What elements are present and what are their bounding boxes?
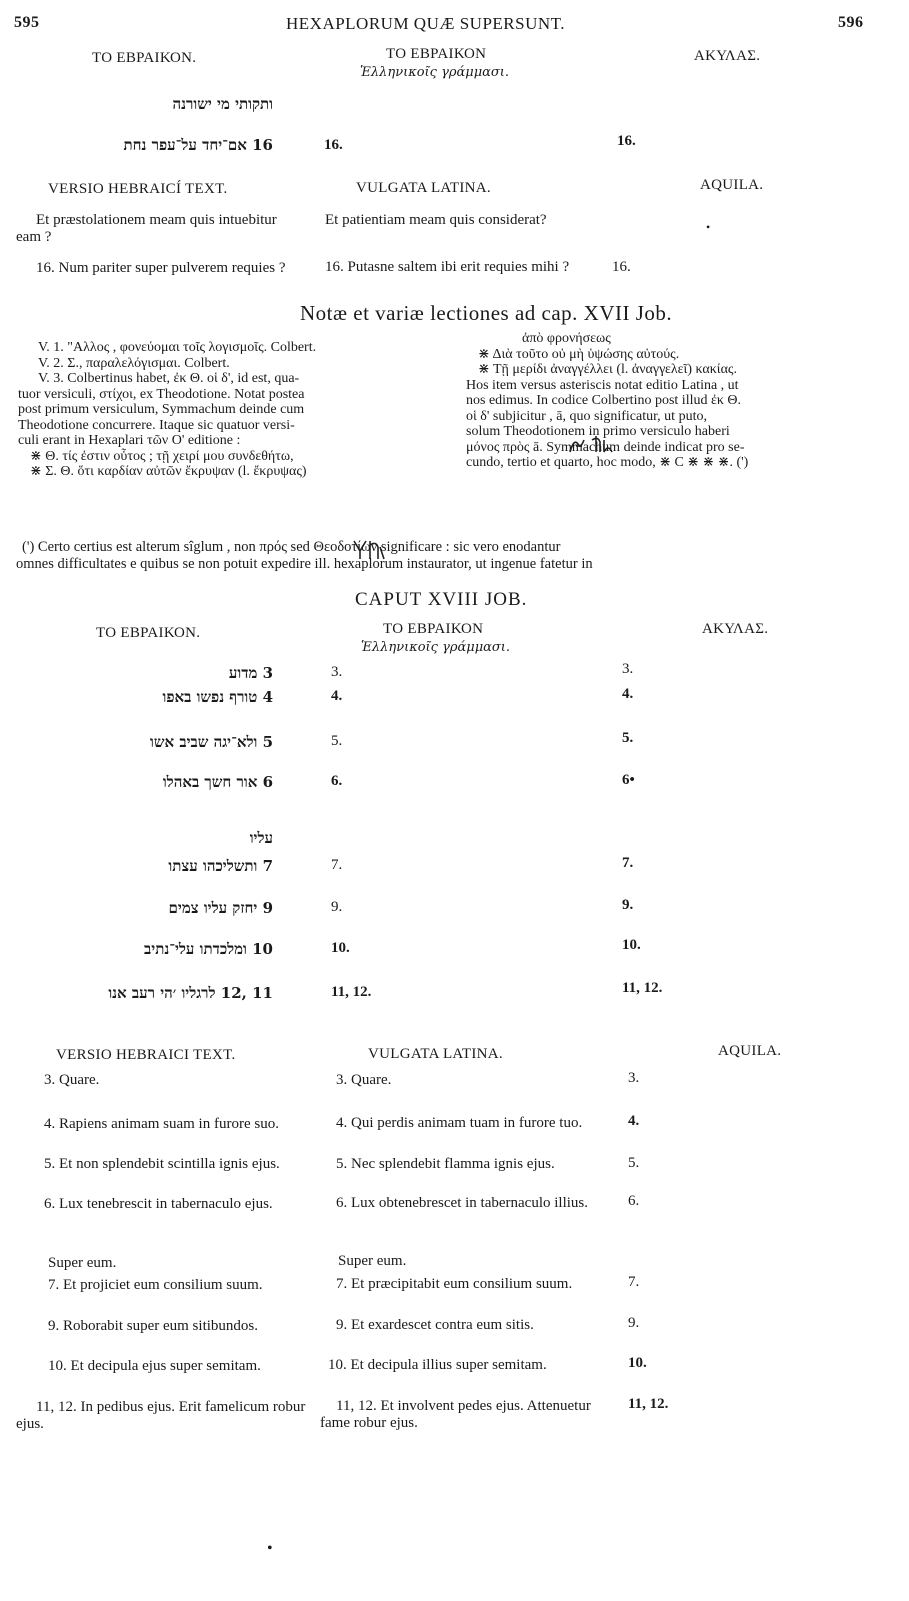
versio2-right-7: 7.: [628, 1274, 640, 1290]
versio2-header-mid: VULGATA LATINA.: [368, 1046, 503, 1062]
dot-mark: •: [706, 220, 711, 234]
caput-mid-3: 3.: [331, 664, 343, 680]
versio2-header-right: AQUILA.: [718, 1043, 782, 1059]
caput-mid-4: 4.: [331, 688, 343, 704]
versio2-mid-10: 10. Et decipula illius super semitam.: [328, 1357, 547, 1373]
siglum-glyph-1: [568, 434, 620, 456]
col-header-hebrew: ΤΟ ΕΒΡΑΙΚΟΝ.: [92, 50, 197, 66]
chapter-title: CAPUT XVIII JOB.: [355, 589, 528, 610]
versio2-mid-7: 7. Et præcipitabit eum consilium suum.: [336, 1276, 573, 1292]
note-line: V. 1. "Αλλος , φονεύομαι τοῖς λογισμοῖς. Colbert.: [38, 340, 317, 355]
verse-number-right: 16.: [617, 133, 636, 149]
note-line: tuor versiculi, στίχοι, ex Theodotione. Notat postea: [18, 386, 305, 402]
note-line: ⋇ Σ. Θ. ὅτι καρδίαν αὐτῶν ἔκρυψαν (l. ἔκρυψας): [30, 464, 307, 479]
caput-mid-6: 6.: [331, 773, 343, 789]
page-title: HEXAPLORUM QUÆ SUPERSUNT.: [286, 14, 566, 33]
versio2-left-10: 10. Et decipula ejus super semitam.: [48, 1358, 261, 1374]
caput-right-4: 4.: [622, 686, 634, 702]
caput-hebrew-4: 4 טורף נפשו באפו: [162, 688, 273, 706]
versio-header-mid: VULGATA LATINA.: [356, 180, 491, 196]
footer-dot: •: [267, 1540, 273, 1557]
caput-hebrew-5: 5 ולא־יגה שביב אשו: [150, 733, 273, 751]
versio2-right-6: 6.: [628, 1193, 640, 1209]
versio2-mid-super: Super eum.: [338, 1253, 407, 1269]
versio-right-2: 16.: [612, 259, 631, 275]
hebrew-line-b: 16 אם־יחד על־עפר נחת: [123, 136, 273, 154]
caput-col-hebrew: ΤΟ ΕΒΡΑΙΚΟΝ.: [96, 625, 201, 641]
col-header-greek-title: ΤΟ ΕΒΡΑΙΚΟΝ: [386, 46, 487, 62]
caput-col-greek-title: ΤΟ ΕΒΡΑΙΚΟΝ: [383, 621, 484, 637]
page-number-right: 596: [838, 14, 864, 31]
versio2-right-10: 10.: [628, 1355, 647, 1371]
footnote-line-1: (') Certo certius est alterum sîglum , non πρός sed Θεοδοτίων significare : sic vero enodantur: [22, 539, 561, 555]
page-number-left: 595: [14, 14, 40, 31]
note-line: Theodotione concurrere. Itaque sic quatuor versi-: [18, 417, 295, 433]
versio2-mid-4: 4. Qui perdis animam tuam in furore tuo.: [336, 1115, 583, 1131]
notes-left-column: [18, 340, 317, 480]
caput-mid-10: 10.: [331, 940, 350, 956]
versio2-mid-5: 5. Nec splendebit flamma ignis ejus.: [336, 1156, 555, 1172]
note-line: solum Theodotionem in primo versiculo haberi: [466, 424, 730, 439]
versio2-left-7: 7. Et projiciet eum consilium suum.: [48, 1277, 263, 1293]
notes-title: Notæ et variæ lectiones ad cap. XVII Job.: [300, 301, 673, 325]
caput-right-10: 10.: [622, 937, 641, 953]
note-line: ἀπὸ φρονήσεως: [522, 331, 611, 346]
caput-mid-7: 7.: [331, 857, 343, 873]
versio2-right-3: 3.: [628, 1070, 640, 1086]
versio2-header-left: VERSIO HEBRAICI TEXT.: [56, 1047, 236, 1063]
caput-right-9: 9.: [622, 897, 634, 913]
caput-hebrew-10: 10 ומלכדתו עלי־נתיב: [144, 940, 273, 958]
versio2-mid-3: 3. Quare.: [336, 1072, 392, 1088]
caput-mid-11-12: 11, 12.: [331, 984, 372, 1000]
note-line: Hos item versus asteriscis notat editio Latina , ut: [466, 377, 739, 393]
versio2-left-4: 4. Rapiens animam suam in furore suo.: [44, 1116, 279, 1132]
versio2-left-11-12: 11, 12. In pedibus ejus. Erit famelicum robur ejus.: [16, 1399, 306, 1432]
note-line: V. 2. Σ., παραλελόγισμαι. Colbert.: [38, 355, 230, 371]
caput-right-11-12: 11, 12.: [622, 980, 663, 996]
note-line: culi erant in Hexaplari τῶν Ο' editione :: [18, 433, 241, 448]
caput-col-aquila: ΑΚΥΛΑΣ.: [702, 621, 769, 637]
caput-right-5: 5.: [622, 730, 634, 746]
versio2-mid-9: 9. Et exardescet contra eum sitis.: [336, 1317, 534, 1333]
versio-left-1: Et præstolationem meam quis intuebitur eam ?: [16, 212, 277, 245]
versio2-right-5: 5.: [628, 1155, 640, 1171]
versio-left-2: 16. Num pariter super pulverem requies ?: [36, 260, 286, 276]
caput-col-greek-sub: Ἑλληνικοῖς γράμμασι.: [361, 640, 511, 655]
versio2-right-4: 4.: [628, 1113, 640, 1129]
caput-mid-5: 5.: [331, 733, 343, 749]
versio2-mid-6: 6. Lux obtenebrescet in tabernaculo illius.: [336, 1195, 589, 1211]
caput-hebrew-3: 3 מדוע: [228, 664, 273, 682]
caput-hebrew-11-12: 11 ,12 לרגליו ׳הי רעב אנו: [108, 984, 273, 1002]
note-line: V. 3. Colbertinus habet, ἐκ Θ. οἱ δ', id est, qua-: [38, 371, 300, 386]
versio-mid-2: 16. Putasne saltem ibi erit requies mihi ?: [325, 259, 570, 275]
note-line: ⋇ Θ. τίς ἐστιν οὗτος ; τῇ χειρί μου συνδεθήτω,: [30, 448, 294, 464]
hebrew-line-a: ותקותי מי ישורנה: [172, 95, 273, 113]
caput-hebrew-super: עליו: [249, 829, 273, 847]
caput-right-6: 6•: [622, 772, 635, 788]
footnote-line-2: omnes difficultates e quibus se non potuit expedire ill. hexaplorum instaurator, ut ingenue fatetur in: [16, 556, 593, 572]
versio2-left-3: 3. Quare.: [44, 1072, 100, 1088]
caput-hebrew-7: 7 ותשליכהו עצתו: [168, 857, 273, 875]
verse-number-mid: 16.: [324, 137, 343, 153]
versio2-left-9: 9. Roborabit super eum sitibundos.: [48, 1318, 258, 1334]
caput-hebrew-9: 9 יחזק עליו צמים: [168, 899, 273, 917]
versio2-right-9: 9.: [628, 1315, 640, 1331]
note-line: nos edimus. In codice Colbertino post illud ἐκ Θ.: [466, 393, 742, 408]
col-header-aquila: ΑΚΥΛΑΣ.: [694, 48, 761, 64]
versio2-left-6: 6. Lux tenebrescit in tabernaculo ejus.: [44, 1196, 273, 1212]
versio2-mid-11-12: 11, 12. Et involvent pedes ejus. Attenuetur fame robur ejus.: [320, 1398, 591, 1431]
note-line: cundo, tertio et quarto, hoc modo, ⋇ C ⋇ ⋇ ⋇. ('): [466, 455, 749, 470]
versio-header-right: AQUILA.: [700, 177, 764, 193]
versio2-left-5: 5. Et non splendebit scintilla ignis ejus.: [44, 1156, 280, 1172]
note-line: ⋇ Τῇ μερίδι ἀναγγέλλει (l. ἀναγγελεῖ) κακίας.: [478, 362, 737, 377]
caput-hebrew-6: 6 אור חשך באהלו: [162, 773, 273, 791]
caput-right-3: 3.: [622, 661, 634, 677]
note-line: ⋇ Διὰ τοῦτο οὐ μὴ ὑψώσης αὐτούς.: [478, 346, 680, 362]
versio-mid-1: Et patientiam meam quis considerat?: [325, 212, 547, 228]
note-line: post primum versiculum, Symmachum deinde cum: [18, 402, 305, 417]
note-line: μόνος πρὸς ā. Symmachum deinde indicat pro se-: [466, 439, 745, 455]
versio2-right-11-12: 11, 12.: [628, 1396, 669, 1412]
versio2-left-super: Super eum.: [48, 1255, 117, 1271]
note-line: οἱ δ' subjicitur , ā, quo significatur, ut puto,: [466, 408, 707, 424]
versio-header-left: VERSIO HEBRAICÍ TEXT.: [48, 181, 228, 197]
col-header-greek-sub: Ἑλληνικοῖς γράμμασι.: [360, 65, 510, 80]
caput-right-7: 7.: [622, 855, 634, 871]
caput-mid-9: 9.: [331, 899, 343, 915]
